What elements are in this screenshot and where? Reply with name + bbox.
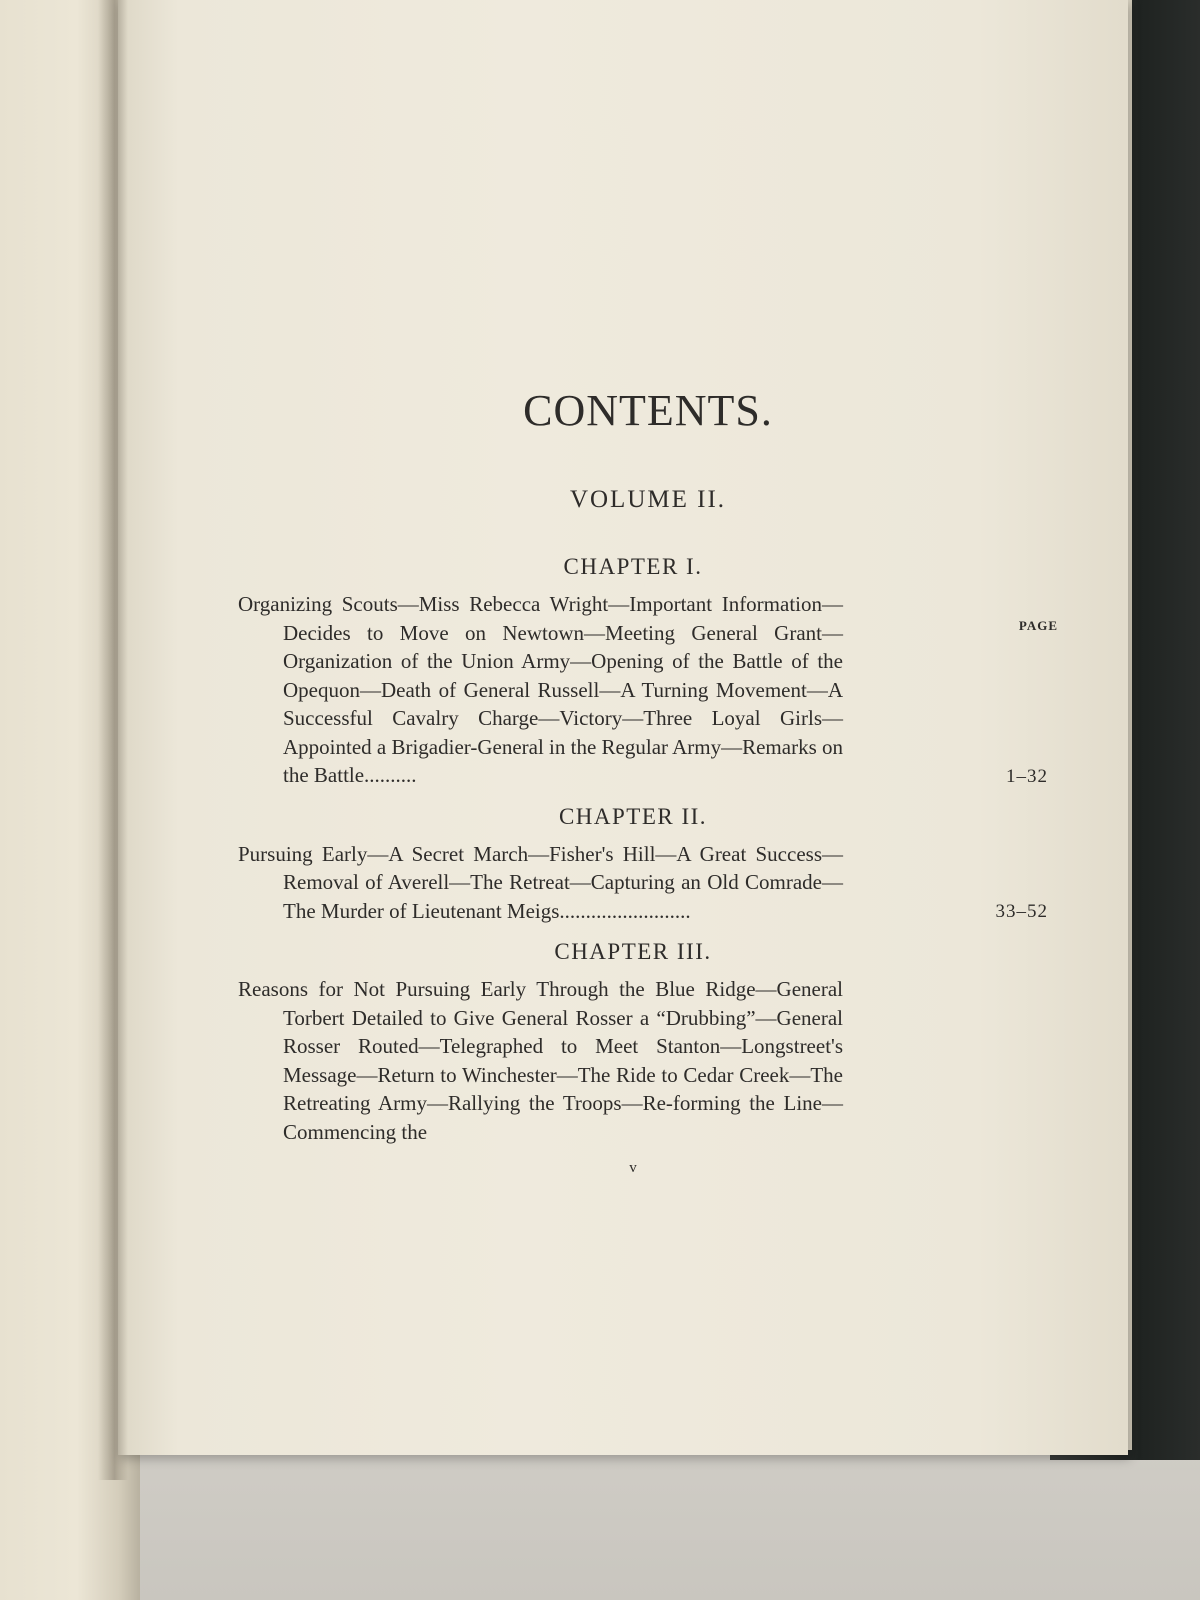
volume-heading: VOLUME II. — [569, 486, 727, 513]
page-folio: v — [629, 1160, 637, 1176]
page-range: 33–52 — [995, 901, 1048, 922]
toc-content — [238, 385, 1058, 1177]
chapter-heading: CHAPTER III. — [554, 939, 712, 964]
chapter-entry — [238, 840, 1058, 926]
chapter-heading: CHAPTER II. — [558, 803, 708, 829]
chapter-heading: CHAPTER I. — [563, 554, 703, 579]
book-gutter — [98, 0, 128, 1480]
page-title: CONTENTS. — [523, 386, 773, 435]
page-column-label: PAGE — [1018, 618, 1058, 633]
contents-page — [118, 0, 1128, 1455]
chapter-summary: Reasons for Not Pursuing Early Through the Blue Ridge—General Torbert Detailed to Give General Rosser a “Drubbing”—General Rosser Routed—Telegraphed to Meet Stanton—Longstreet's Message—Return to Winchester—The Ride to Cedar Creek—The Retreating Army—Rallying the Troops—Re-forming the Line—Commencing the — [238, 977, 843, 1144]
chapter-entry — [238, 975, 1058, 1146]
chapter-summary: Organizing Scouts—Miss Rebecca Wright—Important Information—Decides to Move on Newtown—Meeting General Grant—Organization of the Union Army—Opening of the Battle of the Opequon—Death of General Russell—A Turning Movement—A Successful Cavalry Charge—Victory—Three Loyal Girls—Appointed a Brigadier-General in the Regular Army—Remarks on the Battle.......... — [238, 592, 844, 787]
page-range: 1–32 — [1006, 765, 1048, 787]
chapter-summary: Pursuing Early—A Secret March—Fisher's Hill—A Great Success—Removal of Averell—The Retreat—Capturing an Old Comrade—The Murder of Lieutenant Meigs......................... — [238, 841, 843, 923]
chapter-entry — [238, 590, 1058, 790]
